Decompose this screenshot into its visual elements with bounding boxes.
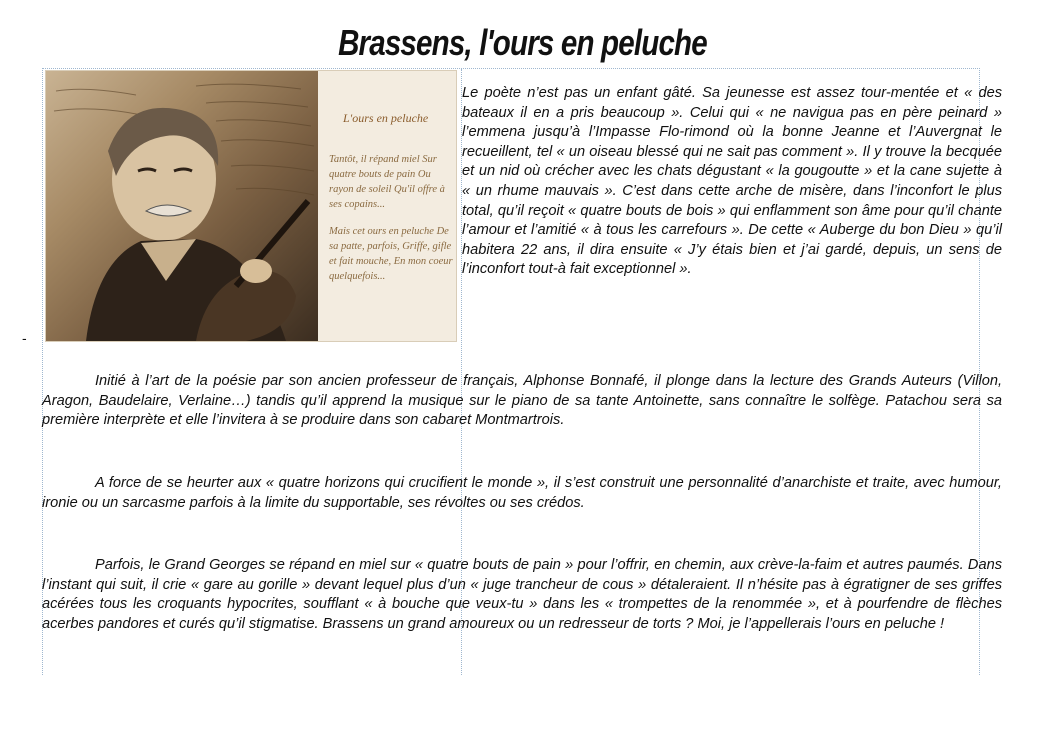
body-paragraph: Initié à l’art de la poésie par son ancien professeur de français, Alphonse Bonnafé, il plonge dans la lecture des Grands Auteurs (Villon, Aragon, Baudelaire, Verlaine…) tandis qu’il apprend la musique sur le piano de sa tante Antoinette, sans connaître le solfège. Patachou sera sa première interprète et elle l’invitera à se produire dans son cabaret Montmartrois. [42, 373, 1002, 429]
poem-title: L'ours en peluche [343, 111, 429, 125]
poem-text [329, 111, 454, 296]
painting-image [45, 70, 457, 342]
margin-mark: - [22, 330, 27, 346]
body-paragraph: A force de se heurter aux « quatre horizons qui crucifient le monde », il s’est construit une personnalité d’anarchiste et traite, avec humour, ironie ou un sarcasme parfois à la limite du supportable, ses révoltes ou ses crédos. [42, 475, 1002, 511]
portrait-canvas [46, 71, 318, 341]
portrait-drawing [46, 71, 318, 341]
body-paragraph: Parfois, le Grand Georges se répand en miel sur « quatre bouts de pain » pour l’offrir, en chemin, aux crève-la-faim et autres paumés. Dans l’instant qui suit, il crie « gare au gorille » devant lequel plus d’un « juge trancheur de cous » détaleraient. Il n’hésite pas à égratigner de ses griffes acérées tous les croquants hypocrites, soufflant « à bouche que veux-tu » dans les « trompettes de la renommée », et à pourfendre de flèches acerbes pandores et curés qu’il stigmatise. Brassens un grand amoureux ou un redresseur de torts ? Moi, je l’appellerais l’ours en peluche ! [42, 557, 1002, 632]
intro-paragraph: Le poète n’est pas un enfant gâté. Sa jeunesse est assez tour-mentée et « des bateaux il en a pris beaucoup ». Celui qui « ne navigua pas en père peinard » l’emmena jusqu’à l’Impasse Flo-rimond où la bonne Jeanne et l’Auvergnat le recueillent, tel « un oiseau blessé qui ne sait pas comment ». Il y trouve la becquée et un nid où crécher avec les chats dégustant « la gougoutte » et la cane sujette à « un rhume mauvais ». C’est dans cette arche de misère, dans l’inconfort le plus total, qu’il reçoit « quatre bouts de bois » qui enflamment son âme pour qu’il chante l’amour et l’amitié « à tous les carrefours ». De cette « Auberge du bon Dieu » qu’il habitera 22 ans, il dira ensuite « J’y étais bien et j’ai gardé, depuis, un sens de l’inconfort tout-à fait exceptionnel ». [462, 85, 1002, 278]
poem-stanza: Tantôt, il répand miel Sur quatre bouts de pain Ou rayon de soleil Qu'il offre à ses copains... [329, 154, 445, 210]
page-title: Brassens, l'ours en peluche [338, 22, 707, 63]
poem-stanza: Mais cet ours en peluche De sa patte, parfois, Griffe, gifle et fait mouche, En mon coeur quelquefois... [329, 226, 453, 282]
